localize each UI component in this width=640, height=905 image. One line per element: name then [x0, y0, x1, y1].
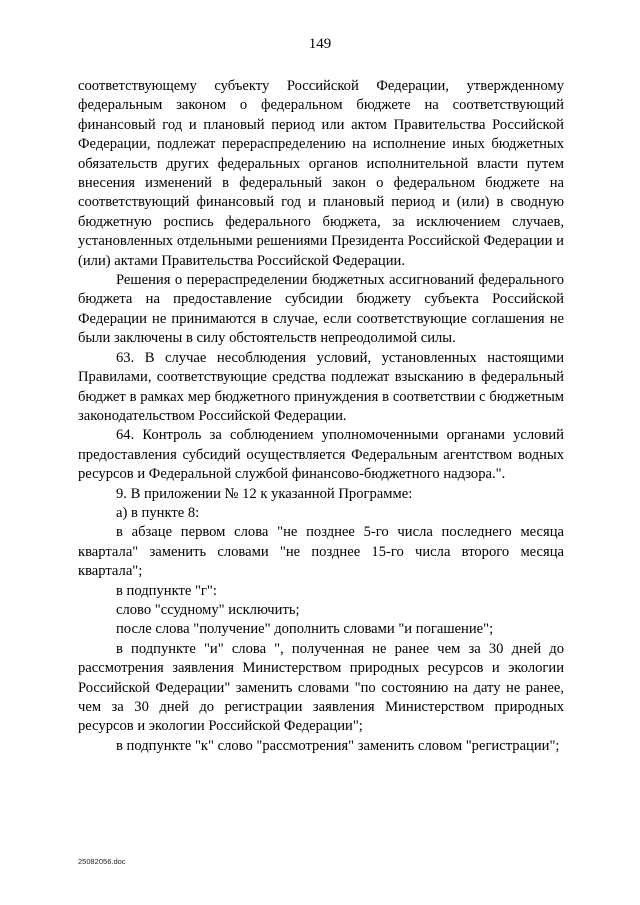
footer-filename: 25082056.doc: [78, 857, 126, 866]
paragraph: Решения о перераспределении бюджетных ассигнований федерального бюджета на предоставление субсидии бюджету субъекта Российской Федерации не принимаются в случае, если соответствующие соглашения не были заключены в силу обстоятельств непреодолимой силы.: [78, 272, 564, 347]
document-body: [78, 77, 564, 756]
paragraph: соответствующему субъекту Российской Федерации, утвержденному федеральным законом о федеральном бюджете на соответствующий финансовый год и плановый период или актом Правительства Российской Федерации, подлежат перераспределению на исполнение иных бюджетных обязательств других федеральных органов исполнительной власти путем внесения изменений в федеральный закон о федеральном бюджете на соответствующий финансовый год и плановый период и (или) в сводную бюджетную роспись федерального бюджета, за исключением случаев, установленных отдельными решениями Президента Российской Федерации и (или) актами Правительства Российской Федерации.: [78, 78, 564, 269]
scan-artifact: · · · · ·: [540, 872, 584, 878]
paragraph: в абзаце первом слова "не позднее 5-го числа последнего месяца квартала" заменить словами "не позднее 15-го числа второго месяца квартала";: [78, 524, 564, 580]
paragraph: в подпункте "г":: [116, 582, 217, 599]
paragraph: 63. В случае несоблюдения условий, установленных настоящими Правилами, соответствующие средства подлежат взысканию в федеральный бюджет в рамках мер бюджетного принуждения в соответствии с бюджетным законодательством Российской Федерации.: [78, 349, 564, 424]
paragraph: 64. Контроль за соблюдением уполномоченными органами условий предоставления субсидий осуществляется Федеральным агентством водных ресурсов и Федеральной службой финансово-бюджетного надзора.".: [78, 427, 564, 483]
page-number: 149: [308, 36, 332, 52]
paragraph: в подпункте "и" слова ", полученная не ранее чем за 30 дней до рассмотрения заявления Министерством природных ресурсов и экологии Российской Федерации" заменить словами "по состоянию на дату не ранее, чем за 30 дней до регистрации заявления Министерством природных ресурсов и экологии Российской Федерации";: [78, 640, 564, 735]
paragraph: а) в пункте 8:: [116, 504, 200, 521]
paragraph: в подпункте "к" слово "рассмотрения" заменить словом "регистрации";: [116, 737, 560, 754]
paragraph: 9. В приложении № 12 к указанной Программе:: [116, 485, 413, 502]
paragraph: слово "ссудному" исключить;: [116, 601, 300, 618]
paragraph: после слова "получение" дополнить словами "и погашение";: [116, 621, 494, 638]
